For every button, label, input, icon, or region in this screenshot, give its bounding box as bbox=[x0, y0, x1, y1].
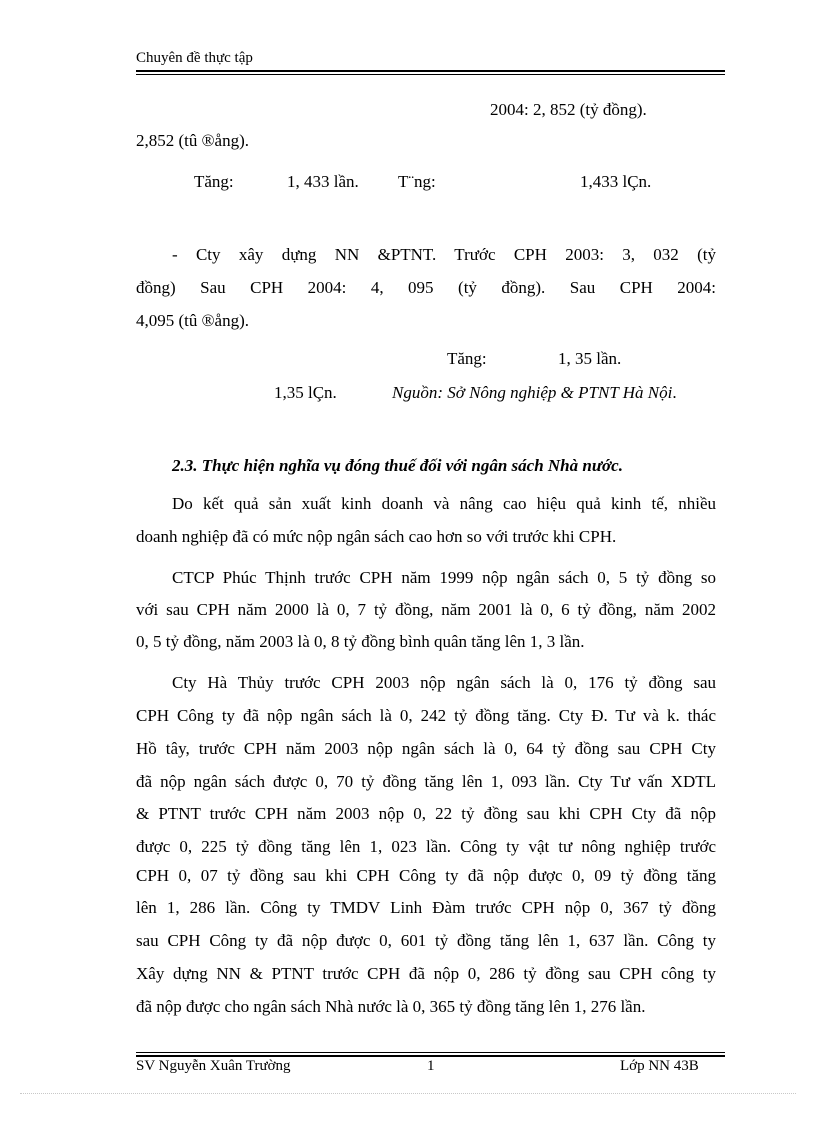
source-note bbox=[392, 383, 677, 403]
increase-label-garbled: T¨ng: bbox=[398, 172, 436, 191]
increase2-garbled: 1,35 lÇn. bbox=[274, 383, 337, 402]
paragraph-3-line: được 0, 225 tỷ đồng tăng lên 1, 023 lần. Công ty vật tư nông nghiệp trước bbox=[136, 837, 716, 856]
paragraph-1-line: doanh nghiệp đã có mức nộp ngân sách cao hơn so với trước khi CPH. bbox=[136, 527, 617, 546]
paragraph-3-line: Xây dựng NN & PTNT trước CPH đã nộp 0, 286 tỷ đồng sau CPH công ty bbox=[136, 964, 716, 983]
paragraph-3-line: Hồ tây, trước CPH năm 2003 nộp ngân sách là 0, 64 tỷ đồng sau CPH Cty bbox=[136, 739, 716, 758]
footer-rule-thin bbox=[136, 1052, 725, 1053]
paragraph-1-line: Do kết quả sản xuất kinh doanh và nâng cao hiệu quả kinh tế, nhiều bbox=[172, 494, 716, 513]
page-bottom-dotted-line bbox=[20, 1093, 796, 1094]
paragraph-3-line: đã nộp được cho ngân sách Nhà nước là 0, 365 tỷ đồng tăng lên 1, 276 lần. bbox=[136, 997, 646, 1016]
line-2004-value: 2004: 2, 852 (tỷ đồng). bbox=[490, 100, 647, 119]
source-period: . bbox=[672, 383, 677, 402]
line-garbled-value: 2,852 (tû ®ång). bbox=[136, 131, 250, 150]
header-rule-thick bbox=[136, 70, 725, 72]
paragraph-3-line: Cty Hà Thủy trước CPH 2003 nộp ngân sách là 0, 176 tỷ đồng sau bbox=[172, 673, 716, 692]
increase-value: 1, 433 lần. bbox=[287, 172, 359, 191]
source-text: Nguồn: Sở Nông nghiệp & PTNT Hà Nội bbox=[392, 383, 673, 402]
increase2-label: Tăng: bbox=[447, 349, 487, 368]
increase2-value: 1, 35 lần. bbox=[558, 349, 622, 368]
footer-class: Lớp NN 43B bbox=[620, 1058, 699, 1074]
paragraph-3-line: CPH 0, 07 tỷ đồng sau khi CPH Công ty đã nộp được 0, 09 tỷ đồng tăng bbox=[136, 866, 716, 885]
construction-line-2: đồng) Sau CPH 2004: 4, 095 (tỷ đồng). Sau CPH 2004: bbox=[136, 278, 716, 297]
paragraph-3-line: CPH Công ty đã nộp ngân sách là 0, 242 tỷ đồng tăng. Cty Đ. Tư và k. thác bbox=[136, 706, 716, 725]
footer-rule-thick bbox=[136, 1055, 725, 1057]
footer-page-number: 1 bbox=[427, 1058, 435, 1074]
header-rule-thin bbox=[136, 74, 725, 75]
increase-value-garbled: 1,433 lÇn. bbox=[580, 172, 652, 191]
paragraph-3-line: sau CPH Công ty đã nộp được 0, 601 tỷ đồng tăng lên 1, 637 lần. Công ty bbox=[136, 931, 716, 950]
paragraph-2-line: với sau CPH năm 2000 là 0, 7 tỷ đồng, năm 2001 là 0, 6 tỷ đồng, năm 2002 bbox=[136, 600, 716, 619]
footer-student: SV Nguyễn Xuân Trường bbox=[136, 1058, 291, 1074]
header-title: Chuyên đề thực tập bbox=[136, 50, 253, 66]
paragraph-3-line: đã nộp ngân sách được 0, 70 tỷ đồng tăng lên 1, 093 lần. Cty Tư vấn XDTL bbox=[136, 772, 716, 791]
paragraph-2-line: 0, 5 tỷ đồng, năm 2003 là 0, 8 tỷ đồng bình quân tăng lên 1, 3 lần. bbox=[136, 632, 585, 651]
increase-label: Tăng: bbox=[194, 172, 234, 191]
paragraph-2-line: CTCP Phúc Thịnh trước CPH năm 1999 nộp ngân sách 0, 5 tỷ đồng so bbox=[172, 568, 716, 587]
paragraph-3-line: lên 1, 286 lần. Công ty TMDV Linh Đàm trước CPH nộp 0, 367 tỷ đồng bbox=[136, 898, 716, 917]
construction-line-3: 4,095 (tû ®ång). bbox=[136, 311, 250, 330]
paragraph-3-line: & PTNT trước CPH năm 2003 nộp 0, 22 tỷ đồng sau khi CPH Cty đã nộp bbox=[136, 804, 716, 823]
section-heading: 2.3. Thực hiện nghĩa vụ đóng thuế đối với ngân sách Nhà nước. bbox=[172, 456, 623, 475]
construction-line-1: - Cty xây dựng NN &PTNT. Trước CPH 2003: 3, 032 (tỷ bbox=[172, 245, 716, 264]
